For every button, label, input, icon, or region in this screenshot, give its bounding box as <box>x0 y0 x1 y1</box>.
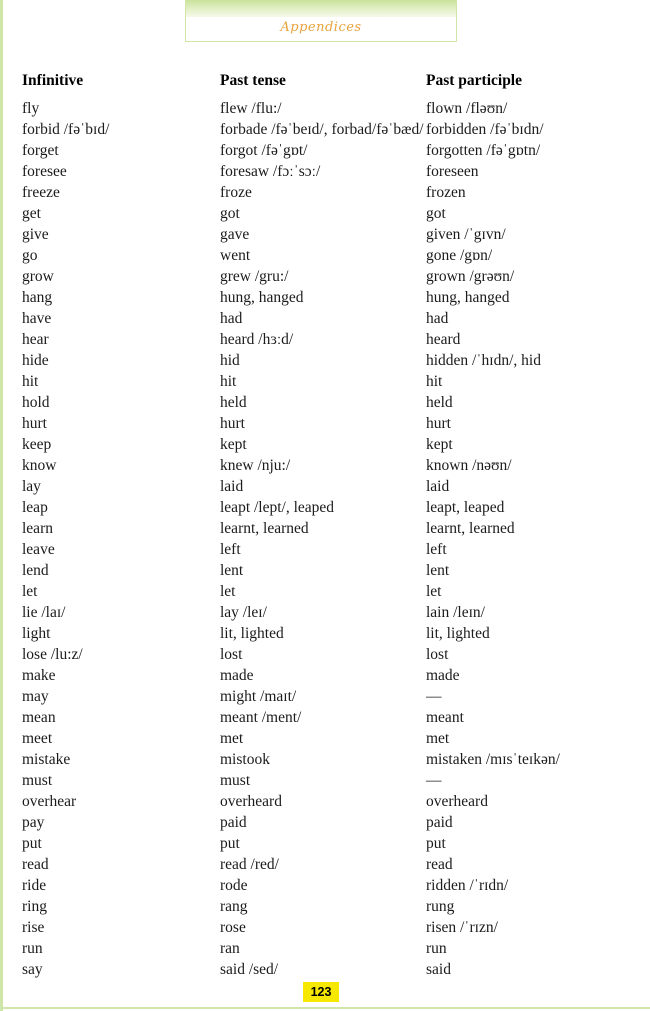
cell-past-participle: mistaken /mɪsˈteɪkən/ <box>426 751 560 768</box>
table-row <box>22 518 634 539</box>
cell-infinitive: leave <box>22 541 55 558</box>
table-row <box>22 140 634 161</box>
table-row <box>22 329 634 350</box>
cell-past-participle: laid <box>426 478 450 495</box>
cell-infinitive: pay <box>22 814 45 831</box>
cell-past-participle: given /ˈgɪvn/ <box>426 226 506 243</box>
cell-past-participle: hit <box>426 373 443 390</box>
cell-past-tense: made <box>220 667 254 684</box>
cell-infinitive: hurt <box>22 415 47 432</box>
cell-infinitive: hit <box>22 373 39 390</box>
table-row <box>22 539 634 560</box>
banner-title: Appendices <box>280 20 362 35</box>
cell-past-tense: grew /gru:/ <box>220 268 289 285</box>
cell-past-tense: hid <box>220 352 240 369</box>
table-row <box>22 770 634 791</box>
cell-infinitive: hold <box>22 394 50 411</box>
cell-infinitive: grow <box>22 268 54 285</box>
table-row <box>22 959 634 980</box>
table-row <box>22 875 634 896</box>
cell-infinitive: fly <box>22 100 40 117</box>
cell-past-tense: said /sed/ <box>220 961 279 978</box>
table-row <box>22 896 634 917</box>
cell-past-participle: left <box>426 541 447 558</box>
cell-past-tense: gave <box>220 226 250 243</box>
cell-infinitive: rise <box>22 919 45 936</box>
table-row <box>22 98 634 119</box>
cell-past-tense: might /maɪt/ <box>220 688 297 705</box>
cell-past-participle: paid <box>426 814 453 831</box>
table-row <box>22 455 634 476</box>
cell-past-tense: overheard <box>220 793 282 810</box>
cell-infinitive: foresee <box>22 163 67 180</box>
cell-past-participle: meant <box>426 709 464 726</box>
cell-past-tense: put <box>220 835 240 852</box>
cell-past-participle: risen /ˈrɪzn/ <box>426 919 498 936</box>
table-row <box>22 854 634 875</box>
cell-past-tense: meant /ment/ <box>220 709 302 726</box>
cell-infinitive: lie /laɪ/ <box>22 604 66 621</box>
cell-infinitive: hide <box>22 352 49 369</box>
cell-past-tense: lent <box>220 562 244 579</box>
cell-past-tense: laid <box>220 478 244 495</box>
cell-past-participle: — <box>426 688 442 705</box>
cell-past-tense: kept <box>220 436 247 453</box>
cell-past-participle: forgotten /fəˈgɒtn/ <box>426 142 541 159</box>
cell-past-participle: let <box>426 583 442 600</box>
page-number-label: 123 <box>310 985 332 999</box>
table-row <box>22 119 634 140</box>
cell-past-tense: lit, lighted <box>220 625 284 642</box>
cell-past-participle: learnt, learned <box>426 520 515 537</box>
table-row <box>22 560 634 581</box>
table-row <box>22 392 634 413</box>
cell-past-participle: known /nəʊn/ <box>426 457 512 474</box>
cell-past-tense: hurt <box>220 415 245 432</box>
cell-past-participle: got <box>426 205 446 222</box>
cell-infinitive: run <box>22 940 43 957</box>
cell-past-tense: hung, hanged <box>220 289 304 306</box>
cell-infinitive: overhear <box>22 793 77 810</box>
cell-past-participle: run <box>426 940 447 957</box>
cell-past-tense: learnt, learned <box>220 520 309 537</box>
cell-infinitive: light <box>22 625 51 642</box>
cell-infinitive: forget <box>22 142 59 159</box>
cell-past-tense: leapt /lept/, leaped <box>220 499 335 516</box>
cell-past-participle: grown /grəʊn/ <box>426 268 515 285</box>
table-row <box>22 812 634 833</box>
cell-past-tense: mistook <box>220 751 270 768</box>
table-row <box>22 791 634 812</box>
cell-infinitive: keep <box>22 436 52 453</box>
cell-infinitive: ring <box>22 898 47 915</box>
cell-past-tense: foresaw /fɔːˈsɔː/ <box>220 163 321 180</box>
cell-past-participle: heard <box>426 331 461 348</box>
column-header-infinitive: Infinitive <box>22 72 84 89</box>
table-row <box>22 476 634 497</box>
cell-past-participle: frozen <box>426 184 466 201</box>
cell-infinitive: hang <box>22 289 53 306</box>
table-row <box>22 434 634 455</box>
cell-infinitive: may <box>22 688 49 705</box>
cell-past-participle: lent <box>426 562 450 579</box>
cell-past-tense: rode <box>220 877 248 894</box>
table-row <box>22 686 634 707</box>
table-row <box>22 413 634 434</box>
cell-past-participle: flown /fləʊn/ <box>426 100 508 117</box>
cell-past-participle: lain /leɪn/ <box>426 604 485 621</box>
cell-past-tense: lost <box>220 646 243 663</box>
cell-past-tense: got <box>220 205 240 222</box>
cell-infinitive: get <box>22 205 41 222</box>
table-row <box>22 245 634 266</box>
table-row <box>22 203 634 224</box>
cell-infinitive: forbid /fəˈbɪd/ <box>22 121 110 138</box>
cell-past-tense: lay /leɪ/ <box>220 604 267 621</box>
cell-past-participle: lost <box>426 646 449 663</box>
cell-past-participle: had <box>426 310 449 327</box>
cell-past-participle: made <box>426 667 460 684</box>
cell-past-participle: overheard <box>426 793 488 810</box>
cell-infinitive: say <box>22 961 43 978</box>
cell-past-participle: met <box>426 730 450 747</box>
cell-infinitive: hear <box>22 331 49 348</box>
cell-past-participle: said <box>426 961 451 978</box>
appendices-banner <box>185 0 457 42</box>
cell-past-tense: hit <box>220 373 237 390</box>
cell-infinitive: ride <box>22 877 47 894</box>
cell-infinitive: meet <box>22 730 53 747</box>
cell-past-tense: rang <box>220 898 248 915</box>
table-row <box>22 266 634 287</box>
table-row <box>22 287 634 308</box>
cell-infinitive: leap <box>22 499 48 516</box>
irregular-verbs-table <box>22 70 634 980</box>
cell-past-participle: leapt, leaped <box>426 499 505 516</box>
cell-infinitive: mean <box>22 709 56 726</box>
cell-past-participle: rung <box>426 898 455 915</box>
cell-past-participle: gone /gɒn/ <box>426 247 493 264</box>
cell-past-participle: put <box>426 835 446 852</box>
cell-infinitive: freeze <box>22 184 60 201</box>
cell-infinitive: learn <box>22 520 53 537</box>
cell-past-participle: hidden /ˈhɪdn/, hid <box>426 352 541 369</box>
cell-past-tense: rose <box>220 919 246 936</box>
table-row <box>22 749 634 770</box>
cell-infinitive: know <box>22 457 57 474</box>
cell-past-tense: forbade /fəˈbeɪd/, forbad/fəˈbæd/ <box>220 121 424 138</box>
column-header-past-tense: Past tense <box>220 72 286 89</box>
table-row <box>22 938 634 959</box>
cell-past-participle: held <box>426 394 453 411</box>
cell-past-tense: had <box>220 310 243 327</box>
cell-past-tense: froze <box>220 184 252 201</box>
cell-past-tense: forgot /fəˈgɒt/ <box>220 142 308 159</box>
page-left-border <box>0 0 3 1011</box>
cell-past-tense: must <box>220 772 251 789</box>
cell-past-participle: hung, hanged <box>426 289 510 306</box>
table-row <box>22 602 634 623</box>
table-row <box>22 581 634 602</box>
table-row <box>22 182 634 203</box>
cell-infinitive: lose /lu:z/ <box>22 646 83 663</box>
table-row <box>22 917 634 938</box>
table-row <box>22 497 634 518</box>
table-header-row <box>22 70 634 91</box>
cell-past-participle: — <box>426 772 442 789</box>
table-row <box>22 371 634 392</box>
cell-past-tense: knew /nju:/ <box>220 457 291 474</box>
table-row <box>22 623 634 644</box>
cell-past-tense: heard /hɜːd/ <box>220 331 294 348</box>
table-row <box>22 707 634 728</box>
cell-past-tense: held <box>220 394 247 411</box>
cell-past-participle: lit, lighted <box>426 625 490 642</box>
table-row <box>22 161 634 182</box>
cell-past-tense: let <box>220 583 236 600</box>
table-row <box>22 728 634 749</box>
banner-gradient-strip <box>186 0 456 17</box>
table-row <box>22 665 634 686</box>
cell-infinitive: have <box>22 310 52 327</box>
cell-infinitive: go <box>22 247 38 264</box>
cell-infinitive: let <box>22 583 38 600</box>
cell-infinitive: mistake <box>22 751 71 768</box>
table-row <box>22 308 634 329</box>
cell-past-participle: read <box>426 856 453 873</box>
cell-infinitive: put <box>22 835 42 852</box>
cell-infinitive: must <box>22 772 53 789</box>
table-row <box>22 644 634 665</box>
cell-past-participle: hurt <box>426 415 451 432</box>
cell-past-participle: ridden /ˈrɪdn/ <box>426 877 509 894</box>
cell-past-participle: forbidden /fəˈbɪdn/ <box>426 121 544 138</box>
cell-past-tense: paid <box>220 814 247 831</box>
table-body <box>22 98 634 980</box>
cell-infinitive: lend <box>22 562 49 579</box>
cell-past-participle: foreseen <box>426 163 479 180</box>
cell-past-tense: flew /flu:/ <box>220 100 282 117</box>
cell-past-tense: ran <box>220 940 240 957</box>
cell-infinitive: read <box>22 856 49 873</box>
cell-past-participle: kept <box>426 436 453 453</box>
page-bottom-border <box>0 1007 650 1009</box>
cell-infinitive: give <box>22 226 49 243</box>
table-row <box>22 833 634 854</box>
cell-past-tense: read /red/ <box>220 856 279 873</box>
cell-infinitive: make <box>22 667 56 684</box>
page-number-badge <box>303 982 339 1002</box>
cell-past-tense: went <box>220 247 251 264</box>
table-row <box>22 224 634 245</box>
cell-past-tense: met <box>220 730 244 747</box>
column-header-past-participle: Past participle <box>426 72 522 89</box>
cell-infinitive: lay <box>22 478 41 495</box>
table-row <box>22 350 634 371</box>
cell-past-tense: left <box>220 541 241 558</box>
